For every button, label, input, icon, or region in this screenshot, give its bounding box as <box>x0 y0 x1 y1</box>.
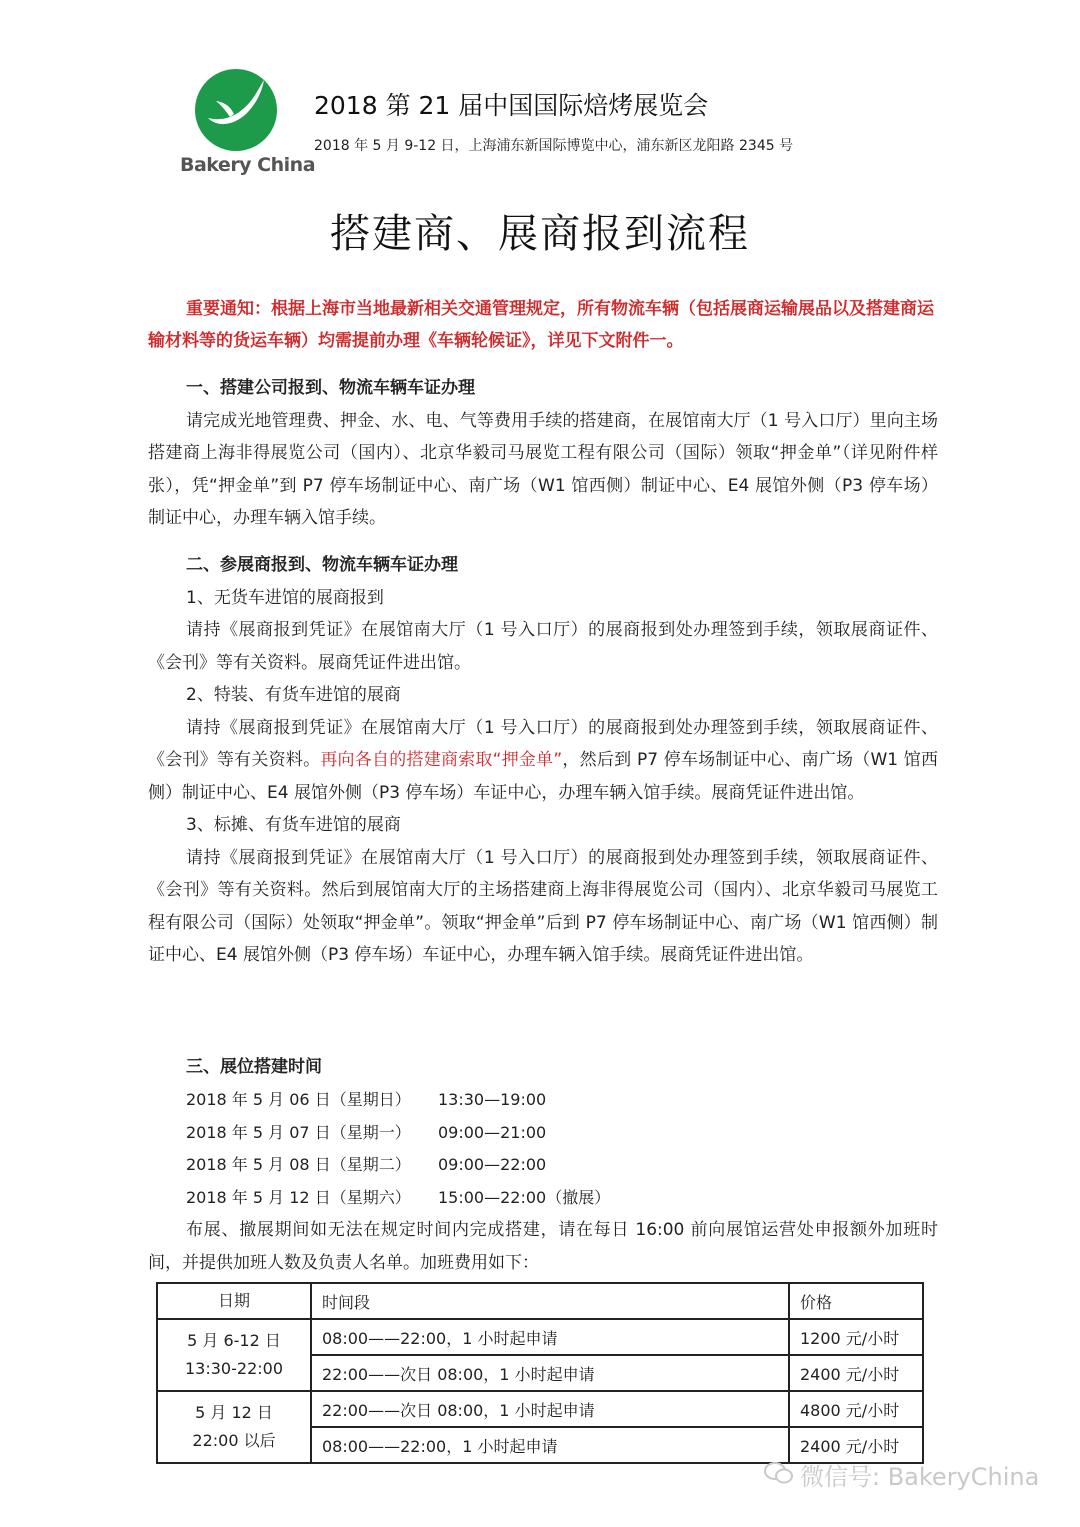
page-title: 搭建商、展商报到流程 <box>330 211 750 257</box>
section-1 <box>148 372 938 535</box>
group-2-date-line: 5 月 12 日 <box>195 1403 273 1422</box>
group-2-date <box>157 1391 311 1463</box>
logo-text: Bakery China <box>180 154 316 176</box>
section-1-heading: 一、搭建公司报到、物流车辆车证办理 <box>186 378 475 398</box>
schedule-time: 15:00—22:00（撤展） <box>438 1187 611 1207</box>
important-notice: 重要通知：根据上海市当地最新相关交通管理规定，所有物流车辆（包括展商运输展品以及搭建商运输材料等的货运车辆）均需提前办理《车辆轮候证》，详见下文附件一。 <box>148 299 934 351</box>
schedule-row <box>186 1149 610 1182</box>
event-subtitle: 2018 年 5 月 9-12 日，上海浦东新国际博览中心，浦东新区龙阳路 2345 号 <box>314 138 794 154</box>
section-2-sub1-text: 请持《展商报到凭证》在展馆南大厅（1 号入口厅）的展商报到处办理签到手续，领取展商证件、《会刊》等有关资料。展商凭证件进出馆。 <box>148 620 938 673</box>
schedule-date: 2018 年 5 月 12 日（星期六） <box>186 1187 411 1207</box>
schedule-time: 09:00—21:00 <box>438 1122 547 1142</box>
section-2-heading: 二、参展商报到、物流车辆车证办理 <box>186 555 458 575</box>
build-schedule <box>186 1084 610 1214</box>
header-period: 时间段 <box>311 1283 789 1319</box>
section-2-sub2-text <box>148 712 938 810</box>
group-1-date <box>157 1319 311 1391</box>
period-cell: 08:00——22:00，1 小时起申请 <box>311 1427 789 1463</box>
section-3-heading-block <box>148 1051 938 1084</box>
price-cell: 4800 元/小时 <box>789 1391 923 1427</box>
section-3-heading: 三、展位搭建时间 <box>186 1057 322 1077</box>
section-2-sub3-title: 3、标摊、有货车进馆的展商 <box>186 815 401 835</box>
event-title: 2018 第 21 届中国国际焙烤展览会 <box>314 91 709 120</box>
table-row <box>157 1391 923 1427</box>
period-cell: 22:00——次日 08:00，1 小时起申请 <box>311 1355 789 1391</box>
bakery-china-logo <box>180 68 316 184</box>
table-header-row <box>157 1283 923 1319</box>
group-1-date-line: 5 月 6-12 日 <box>187 1331 281 1350</box>
schedule-row <box>186 1182 610 1215</box>
schedule-time: 09:00—22:00 <box>438 1155 547 1174</box>
sub2-text-highlight: 再向各自的搭建商索取“押金单” <box>320 750 563 770</box>
schedule-date: 2018 年 5 月 06 日（星期日） <box>186 1090 411 1109</box>
table-row <box>157 1319 923 1355</box>
price-cell: 2400 元/小时 <box>789 1355 923 1391</box>
schedule-row <box>186 1084 610 1117</box>
wechat-watermark <box>764 1457 1039 1492</box>
sub2-text-b: ，然后到 P7 停车场制证中心、南广场（W1 馆西侧）制证中心、E4 展馆外侧（P3 停车场）车证中心，办理车辆入馆手续。展商凭证件进出馆。 <box>148 750 938 803</box>
schedule-date: 2018 年 5 月 07 日（星期一） <box>186 1122 411 1142</box>
bird-logo-icon <box>194 68 278 152</box>
wechat-icon <box>764 1461 794 1491</box>
price-cell: 2400 元/小时 <box>789 1427 923 1463</box>
overtime-text: 布展、撤展期间如无法在规定时间内完成搭建，请在每日 16:00 前向展馆运营处申报额外加班时间，并提供加班人数及负责人名单。加班费用如下： <box>148 1220 938 1273</box>
schedule-date: 2018 年 5 月 08 日（星期二） <box>186 1155 411 1174</box>
group-1-time-line: 13:30-22:00 <box>185 1359 283 1378</box>
section-2 <box>148 549 938 972</box>
section-2-sub2-title: 2、特装、有货车进馆的展商 <box>186 685 401 705</box>
overtime-paragraph <box>148 1214 938 1279</box>
header-price: 价格 <box>789 1283 923 1319</box>
section-2-sub1-title: 1、无货车进馆的展商报到 <box>186 587 384 608</box>
header-date: 日期 <box>157 1283 311 1319</box>
schedule-time: 13:30—19:00 <box>438 1090 547 1109</box>
sub2-text-a: 请持《展商报到凭证》在展馆南大厅（1 号入口厅）的展商报到处办理签到手续，领取展商证件、《会刊》等有关资料。 <box>148 717 938 770</box>
section-2-sub3-text: 请持《展商报到凭证》在展馆南大厅（1 号入口厅）的展商报到处办理签到手续，领取展商证件、《会刊》等有关资料。然后到展馆南大厅的主场搭建商上海非得展览公司（国内）、北京华毅司马展览工程有限公司（国际）处领取“押金单”。领取“押金单”后到 P7 停车场制证中心、南广场（W1 馆西侧）制证中心、E4 展馆外侧（P3 停车场）车证中心，办理车辆入馆手续。展商凭证件进出馆。 <box>148 847 938 965</box>
overtime-fee-table <box>156 1282 924 1464</box>
watermark-text: 微信号: BakeryChina <box>800 1463 1040 1491</box>
period-cell: 22:00——次日 08:00，1 小时起申请 <box>311 1391 789 1427</box>
schedule-row <box>186 1117 610 1150</box>
section-1-text: 请完成光地管理费、押金、水、电、气等费用手续的搭建商，在展馆南大厅（1 号入口厅）里向主场搭建商上海非得展览公司（国内）、北京华毅司马展览工程有限公司（国际）领取“押金单”（详见附件样张），凭“押金单”到 P7 停车场制证中心、南广场（W1 馆西侧）制证中心、E4 展馆外侧（P3 停车场）制证中心，办理车辆入馆手续。 <box>148 410 938 528</box>
price-cell: 1200 元/小时 <box>789 1319 923 1355</box>
group-2-time-line: 22:00 以后 <box>192 1431 276 1450</box>
period-cell: 08:00——22:00，1 小时起申请 <box>311 1319 789 1355</box>
